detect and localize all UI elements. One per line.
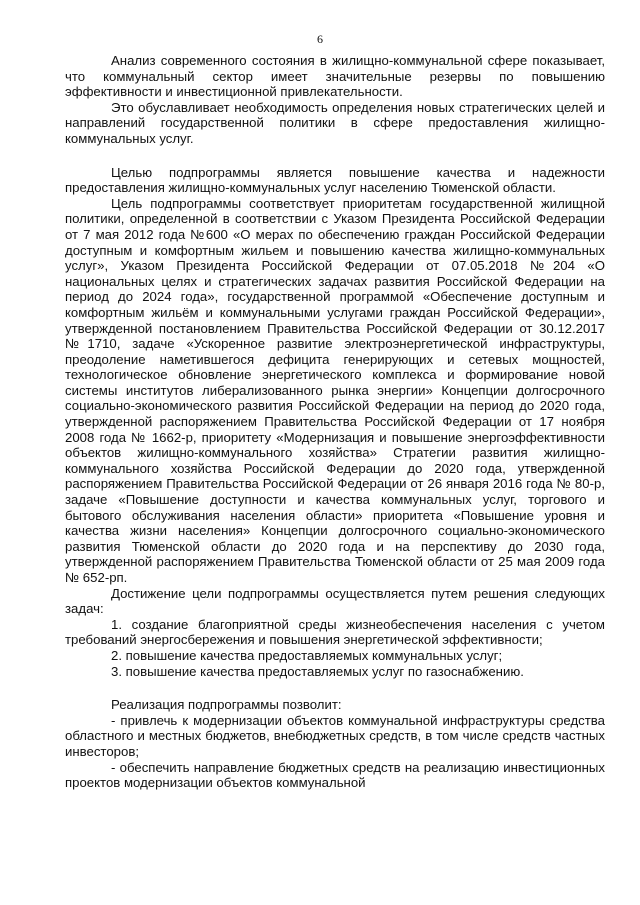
task-item-1: 1. создание благоприятной среды жизнеобеспечения населения с учетом требований энергосбережения и повышения энергетической эффективности; <box>65 616 605 648</box>
task-item-3: 3. повышение качества предоставляемых услуг по газоснабжению. <box>111 663 524 679</box>
page-number: 6 <box>317 32 323 46</box>
task-item-2: 2. повышение качества предоставляемых коммунальных услуг; <box>111 647 503 663</box>
implementation-item-2: - обеспечить направление бюджетных средств на реализацию инвестиционных проектов модернизации объектов коммунальной <box>65 759 605 791</box>
spacer <box>65 679 605 697</box>
paragraph-necessity: Это обуславливает необходимость определения новых стратегических целей и направлений государственной политики в сфере предоставления жилищно-коммунальных услуг. <box>65 99 605 146</box>
paragraph-analysis: Анализ современного состояния в жилищно-коммунальной сфере показывает, что коммунальный сектор имеет значительные резервы по повышению эффективности и инвестиционной привлекательности. <box>65 53 605 100</box>
paragraph-tasks-intro: Достижение цели подпрограммы осуществляется путем решения следующих задач: <box>65 585 605 617</box>
paragraph-implementation-intro: Реализация подпрограммы позволит: <box>111 697 342 713</box>
paragraph-goal: Целью подпрограммы является повышение качества и надежности предоставления жилищно-коммунальных услуг населению Тюменской области. <box>65 164 605 196</box>
spacer <box>65 147 605 165</box>
paragraph-goal-priorities: Цель подпрограммы соответствует приоритетам государственной жилищной политики, определенной в соответствии с Указом Президента Российской Федерации от 7 мая 2012 года №600 «О мерах по обеспечению граждан Российской Федерации доступным и комфортным жильем и повышению качества жилищно-коммунальных услуг», Указом Президента Российской Федерации от 07.05.2018 №204 «О национальных целях и стратегических задачах развития Российской Федерации на период до 2024 года», государственной программой «Обеспечение доступным и комфортным жильём и коммунальными услугами граждан Российской Федерации», утвержденной постановлением Правительства Российской Федерации от 30.12.2017 №1710, задаче «Ускоренное развитие электроэнергетической инфраструктуры, преодоление наметившегося дефицита генерирующих и сетевых мощностей, технологическое обновление энергетического комплекса и формирование новой системы институтов либерализованного рынка энергии» Концепции долгосрочного социально-экономического развития Российской Федерации на период до 2020 года, утвержденной распоряжением Правительства Российской Федерации от 17 ноября 2008 года № 1662-р, приоритету «Модернизация и повышение энергоэффективности объектов жилищно-коммунального хозяйства» Стратегии развития жилищно-коммунального хозяйства Российской Федерации до 2020 года, утвержденной распоряжением Правительства Российской Федерации от 26 января 2016 года № 80-р, задаче «Повышение доступности и качества коммунальных услуг, торгового и бытового обслуживания населения области» приоритета «Повышение уровня и качества жизни населения» Концепции долгосрочного социально-экономического развития Тюменской области до 2020 года и на перспективу до 2030 года, утвержденной распоряжением Правительства Тюменской области от 25 мая 2009 года № 652-рп. <box>65 195 605 585</box>
implementation-item-1: - привлечь к модернизации объектов коммунальной инфраструктуры средства областного и местных бюджетов, внебюджетных средств, в том числе средств частных инвесторов; <box>65 712 605 759</box>
document-body <box>65 53 605 791</box>
